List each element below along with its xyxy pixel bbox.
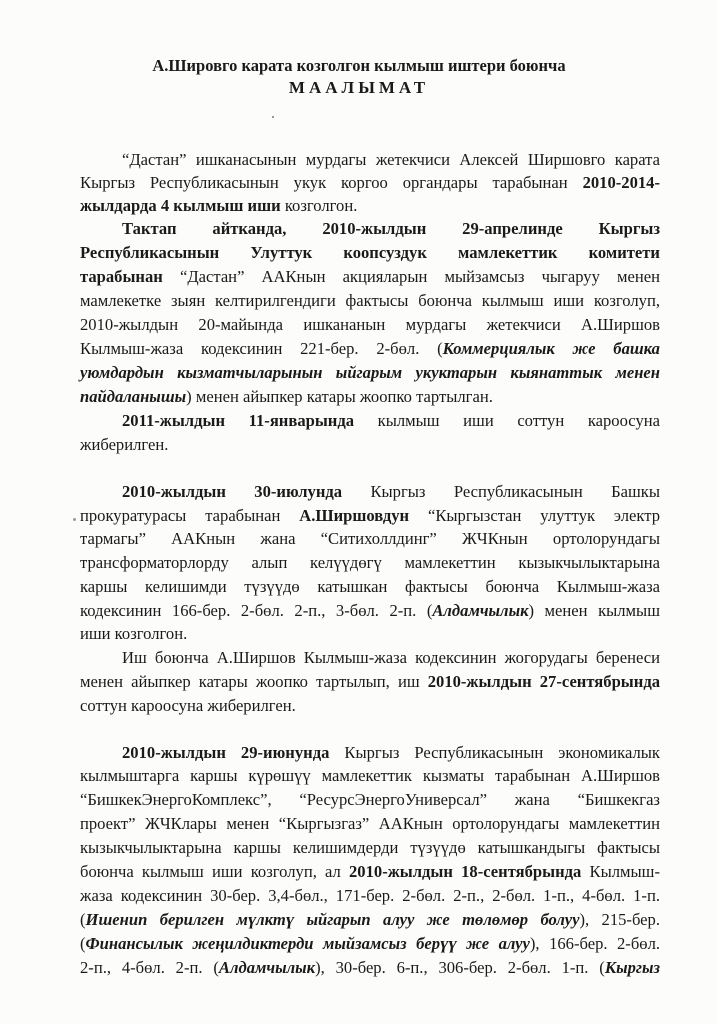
document-line <box>80 291 660 311</box>
text-run: “Дастан” ишканасынын мурдагы жетекчиси Алексей Ширшовго карата <box>122 150 660 169</box>
text-run: “Кыргызстан улуттук электр <box>409 506 660 525</box>
document-line <box>122 743 660 763</box>
bold-text: А.Ширшовдун <box>299 506 410 525</box>
text-run: 2010-жылдын 20-майында ишкананын мурдагы жетекчиси А.Ширшов <box>80 315 660 334</box>
text-run: кодексинин 166-бер. 2-бөл. 2-п., 3-бөл. 2-п. ( <box>80 601 433 620</box>
text-run: прокуратурасы тарабынан <box>80 506 300 525</box>
bold-text: жылдарда 4 кылмыш иши <box>80 196 281 215</box>
document-line <box>80 601 660 621</box>
document-line <box>80 696 660 716</box>
italic-text: Финансылык жеңилдиктерди мыйзамсыз берүү же алуу <box>85 934 530 953</box>
italic-text: Ишенип берилген мүлктү ыйгарып алуу же төлөмөр болуу <box>85 910 580 929</box>
document-line <box>80 577 660 597</box>
document-line <box>122 482 660 502</box>
scan-speck <box>272 116 274 118</box>
italic-text: Алдамчылык <box>432 601 529 620</box>
text-run: боюнча кылмыш иши козголуп, ал <box>80 862 349 881</box>
text-run: кызыкчылыктарына каршы келишимдерди түзүүдө катышкандыгы фактысы <box>80 838 660 857</box>
text-run: Кыргыз Республикасынын экономикалык <box>329 743 660 762</box>
document-line <box>80 624 660 644</box>
document-line <box>80 339 660 359</box>
bold-text: 2010-2014- <box>582 173 660 192</box>
text-run: ), 215-бер. <box>579 910 660 929</box>
text-run: менен айыпкер катары жоопко тартылып, иш <box>80 672 428 691</box>
document-line <box>122 411 660 431</box>
document-line <box>80 506 660 526</box>
document-line <box>80 553 660 573</box>
text-run: мамлекетке зыян келтирилгендиги фактысы боюнча кылмыш иши козголуп, <box>80 291 660 310</box>
document-line <box>80 267 660 287</box>
text-run: соттун кароосуна жиберилген. <box>80 696 296 715</box>
text-run: Кылмыш- <box>581 862 660 881</box>
bold-text: 2011-жылдын 11-январында <box>122 411 355 430</box>
document-line <box>80 363 660 383</box>
document-line <box>80 387 660 407</box>
document-line <box>80 790 660 810</box>
bold-text: тарабынан <box>80 267 163 286</box>
text-run: Кылмыш-жаза кодексинин 221-бер. 2-бөл. ( <box>80 339 443 358</box>
italic-text: Коммерциялык же башка <box>442 339 660 358</box>
italic-text: Алдамчылык <box>218 958 316 977</box>
text-run: трансформаторлорду алып келүүдөгү мамлекеттин кызыкчылыктарына <box>80 553 660 572</box>
text-run: ), 30-бер. 6-п., 306-бер. 2-бөл. 1-п. ( <box>315 958 605 977</box>
text-run: проект” ЖЧКлары менен “Кыргызгаз” ААКнын ортолорундагы мамлекеттин <box>80 814 660 833</box>
text-run: “БишкекЭнергоКомплекс”, “РесурсЭнергоУниверсал” жана “Бишкекгаз <box>80 790 660 809</box>
text-run: жаза кодексинин 30-бер. 3,4-бөл., 171-бер. 2-бөл. 2-п., 2-бөл. 1-п., 4-бөл. 1-п. <box>80 886 660 905</box>
text-run: ( <box>80 910 86 929</box>
document-heading: А.Шировго карата козголгон кылмыш иштери боюнча <box>152 56 566 75</box>
text-run: иши козголгон. <box>80 624 188 643</box>
document-line <box>80 435 660 455</box>
text-run: ( <box>80 934 86 953</box>
text-run: каршы келишимди түзүүдө катышкан фактысы боюнча Кылмыш-жаза <box>80 577 660 596</box>
document-line <box>80 315 660 335</box>
italic-text: уюмдардын кызматчыларынын ыйгарым укуктарын кыянаттык менен <box>80 363 660 382</box>
text-run: кылмыштарга каршы күрөшүү мамлекеттик кызматы тарабынан А.Ширшов <box>80 766 660 785</box>
bold-text: 2010-жылдын 18-сентябрында <box>349 862 582 881</box>
text-run: ), 166-бер. 2-бөл. <box>529 934 660 953</box>
document-line <box>80 814 660 834</box>
document-line <box>80 672 660 692</box>
document-line <box>122 219 660 239</box>
text-run: ) менен айыпкер катары жоопко тартылган. <box>186 387 493 406</box>
scan-speck <box>73 518 76 521</box>
italic-text: пайдаланышы <box>80 387 187 406</box>
document-line <box>80 910 660 930</box>
document-line <box>80 529 660 549</box>
document-line <box>122 150 660 170</box>
italic-text: Кыргыз <box>604 958 660 977</box>
document-line <box>80 173 660 193</box>
document-line <box>80 934 660 954</box>
document-line <box>80 838 660 858</box>
bold-text: 2010-жылдын 30-июлунда <box>122 482 343 501</box>
text-run: Кыргыз Республикасынын укук коргоо органдары тарабынан <box>80 173 583 192</box>
text-run: козголгон. <box>280 196 358 215</box>
document-line <box>80 886 660 906</box>
document-line <box>80 243 660 263</box>
text-run: “Дастан” ААКнын акцияларын мыйзамсыз чыгаруу менен <box>162 267 660 286</box>
document-line <box>80 862 660 882</box>
text-run: 2-п., 4-бөл. 2-п. ( <box>80 958 219 977</box>
bold-text: Тактап айтканда, 2010-жылдын 29-апрелинде Кыргыз <box>122 219 660 238</box>
bold-text: 2010-жылдын 29-июнунда <box>122 743 330 762</box>
text-run: Иш боюнча А.Ширшов Кылмыш-жаза кодексинин жогорудагы беренеси <box>122 648 660 667</box>
bold-text: 2010-жылдын 27-сентябрында <box>427 672 661 691</box>
text-run: ) менен кылмыш <box>528 601 660 620</box>
document-line <box>80 766 660 786</box>
document-title: МААЛЫМАТ <box>288 78 430 97</box>
document-line <box>122 648 660 668</box>
text-run: жиберилген. <box>80 435 169 454</box>
document-line <box>80 196 660 216</box>
document-line <box>80 958 660 978</box>
text-run: кылмыш иши соттун кароосуна <box>354 411 660 430</box>
text-run: Кыргыз Республикасынын Башкы <box>342 482 660 501</box>
text-run: тармагы” ААКнын жана “Ситихоллдинг” ЖЧКнын ортолорундагы <box>80 529 660 548</box>
bold-text: Республикасынын Улуттук коопсуздук мамлекеттик комитети <box>80 243 660 262</box>
